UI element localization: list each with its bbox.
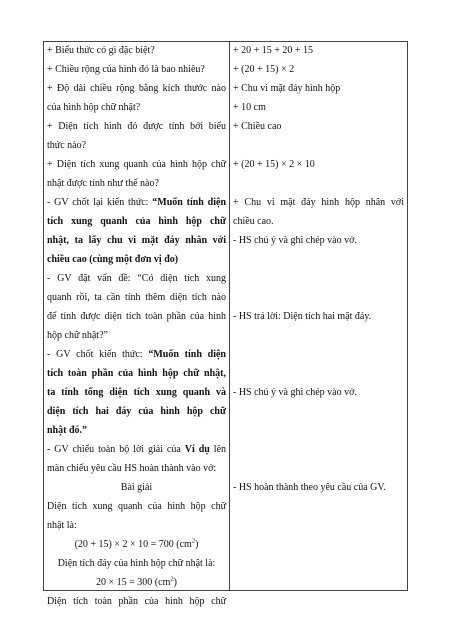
formula-line	[47, 538, 226, 551]
key-knowledge-text: “Muốn tính diện	[148, 349, 226, 360]
text-line: - HS hoàn thành theo yêu cầu của GV.	[233, 482, 386, 493]
text-line: chiều cao.	[233, 216, 274, 227]
text-run: 20 × 15 = 300 (cm	[96, 577, 171, 588]
text-run: )	[173, 577, 177, 588]
text-line: - HS chú ý và ghi chép vào vở.	[233, 235, 357, 246]
text-line: + (20 + 15) × 2	[233, 64, 295, 75]
text-run: - GV chốt lại kiến thức:	[47, 197, 153, 208]
key-knowledge-text: tích toàn phần của hình hộp chữ nhật,	[47, 368, 226, 379]
text-line: + 10 cm	[233, 102, 266, 113]
text-line: nhật là:	[47, 520, 77, 531]
text-line: Diện tích đáy của hình hộp chữ nhật là:	[57, 558, 216, 569]
text-line: + Diện tích xung quanh của hình hộp chữ	[47, 159, 226, 170]
text-run: lên	[209, 444, 227, 455]
text-line: + (20 + 15) × 2 × 10	[233, 159, 315, 170]
text-line	[47, 348, 226, 361]
text-line: + Độ dài chiều rộng bằng kích thước nào	[47, 83, 226, 94]
text-run: )	[195, 539, 199, 550]
text-line: - HS chú ý và ghi chép vào vở.	[233, 387, 357, 398]
text-line: + Diện tích hình đó được tính bởi biểu	[47, 121, 226, 132]
text-run: (20 + 15) × 2 × 10 = 700 (cm	[74, 539, 192, 550]
text-line: - GV đặt vấn đề: “Có diện tích xung	[47, 273, 226, 284]
text-line: thức nào?	[47, 140, 87, 151]
teacher-activity-cell	[44, 42, 230, 607]
text-line: + Chiều cao	[233, 121, 282, 132]
text-line: hộp chữ nhật?”	[47, 330, 108, 341]
student-activity-cell	[230, 42, 408, 591]
text-line: + Chiều rộng của hình đó là bao nhiêu?	[47, 64, 205, 75]
text-line	[47, 196, 226, 209]
text-line: màn chiếu yêu cầu HS hoàn thành vào vở:	[47, 463, 217, 474]
key-knowledge-text: “Muốn tính diện	[152, 197, 227, 208]
student-activity-content	[230, 42, 407, 590]
key-knowledge-text: nhật đó.”	[47, 425, 88, 436]
key-knowledge-text: ta tính tổng diện tích xung quanh và	[47, 387, 226, 398]
text-line: của hình hộp chữ nhật?	[47, 102, 141, 113]
teacher-activity-content	[44, 42, 229, 607]
text-run: - GV chiếu toàn bộ lời giải của	[47, 444, 185, 455]
text-line: Diện tích xung quanh của hình hộp chữ	[47, 501, 226, 512]
superscript: 2	[170, 575, 174, 583]
table-row	[44, 42, 408, 591]
text-line	[47, 443, 226, 456]
text-line: để tính được diện tích toàn phần của hình	[47, 311, 226, 322]
text-line: quanh rồi, ta cần tính thêm diện tích nào	[47, 292, 226, 303]
key-knowledge-text: tích xung quanh của hình hộp chữ	[47, 216, 226, 227]
key-knowledge-text: diện tích hai đáy của hình hộp chữ	[47, 406, 226, 417]
solution-heading: Bài giải	[120, 482, 153, 493]
text-run: - GV chốt kiến thức:	[47, 349, 149, 360]
text-line: + Chu vi mặt đáy hình hộp	[233, 83, 341, 94]
superscript: 2	[191, 537, 196, 545]
text-line: - HS trả lời: Diện tích hai mặt đáy.	[233, 311, 372, 322]
example-label: Ví dụ	[184, 444, 210, 455]
key-knowledge-text: chiều cao (cùng một đơn vị đo)	[47, 254, 179, 265]
key-knowledge-text: nhật, ta lấy chu vi mặt đáy nhân với	[47, 235, 226, 246]
text-line: + Chu vi mặt đáy hình hộp nhân với	[233, 197, 404, 208]
text-line: nhật được tính như thế nào?	[47, 178, 159, 189]
text-line: + Biểu thức có gì đặc biệt?	[47, 45, 155, 56]
text-line: Diện tích toàn phần của hình hộp chữ	[47, 596, 226, 607]
lesson-table	[43, 41, 408, 607]
text-line: + 20 + 15 + 20 + 15	[233, 45, 314, 56]
formula-line	[47, 576, 226, 589]
